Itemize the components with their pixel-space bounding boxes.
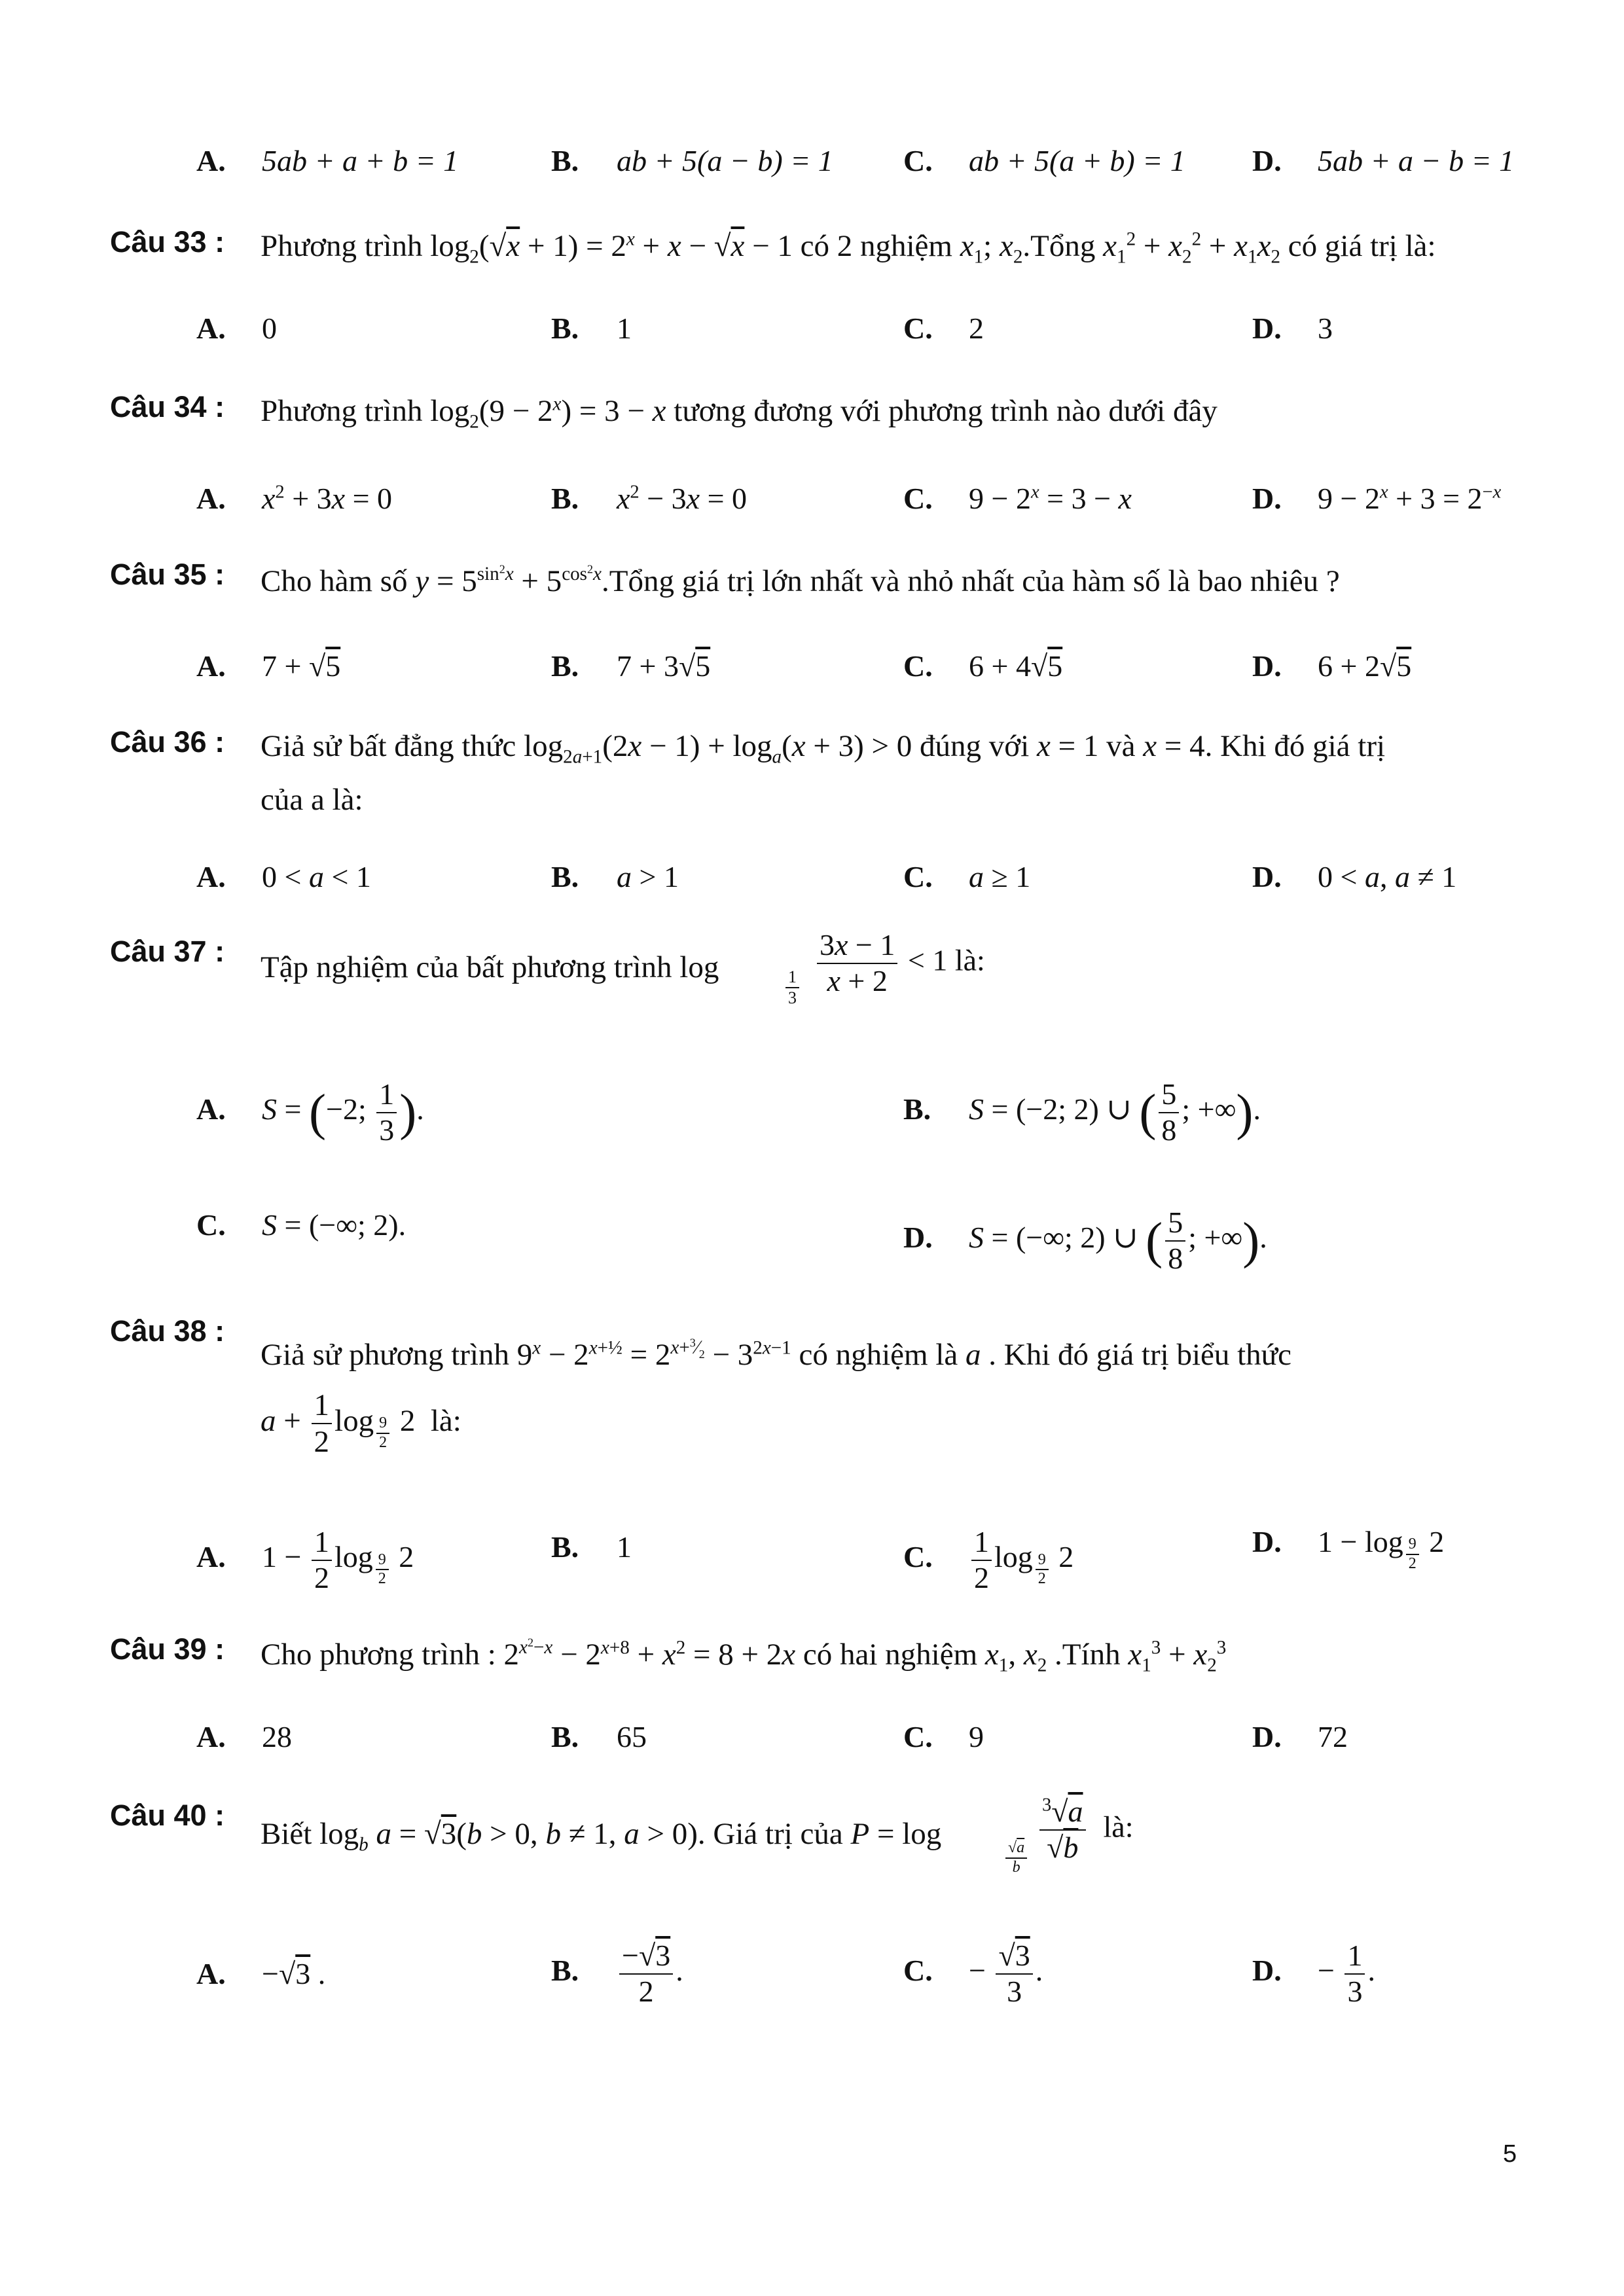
q33-text-4: có giá trị là:: [1288, 229, 1436, 263]
option-label: C.: [903, 1540, 933, 1574]
q35-text: Cho hàm số $y = 5^{sin^2x}$ + $5^{cos^2x}.Tổng$ giá trị lớn nhất và nhỏ nhất của hàm số là bao nhiêu ?: [261, 562, 1340, 598]
q36-option-b[interactable]: B. a > 1: [551, 857, 679, 897]
option-label: B.: [551, 1954, 579, 1988]
q37-number: Câu 37 :: [110, 935, 225, 968]
q37-log-base: $\frac{1}{3}$: [783, 967, 802, 1008]
q39-text-1: Cho phương trình :: [261, 1638, 496, 1672]
option-label: D.: [903, 1221, 933, 1255]
q33-option-d[interactable]: [1252, 309, 1333, 348]
option-label: A.: [196, 144, 226, 177]
option-label: D.: [1252, 1954, 1282, 1988]
q39-option-c[interactable]: [903, 1717, 984, 1757]
q39-option-a[interactable]: [196, 1717, 292, 1757]
q39-option-d-text: 72: [1318, 1720, 1348, 1753]
q40-option-c[interactable]: C. − $\frac{√3}{3}$ .: [903, 1939, 1043, 2008]
q38-text-4: là:: [430, 1403, 461, 1438]
q40-text-2: . Giá trị của: [697, 1817, 843, 1851]
q37-text-1: Tập nghiệm của bất phương trình: [261, 950, 672, 984]
option-label: A.: [196, 649, 226, 683]
option-label: B.: [551, 860, 579, 893]
q38-option-a[interactable]: A. 1 − $\frac{1}{2}$ log $_{\frac{9}{2}}$ 2: [196, 1525, 414, 1594]
q33-option-c-text: 2: [969, 312, 984, 345]
option-label: B.: [551, 312, 579, 345]
option-label: A.: [196, 860, 226, 893]
q38-option-d[interactable]: D. 1 − log $_{\frac{9}{2}}$ 2: [1252, 1522, 1444, 1573]
option-label: A.: [196, 1957, 226, 1990]
q34-option-c[interactable]: C. $9 - 2^x = 3 - x$: [903, 479, 1132, 518]
q39-option-d[interactable]: [1252, 1717, 1348, 1757]
q33-option-c[interactable]: [903, 309, 984, 348]
q40-text: Biết $\log_b a = √3(b > 0$, b ≠ 1, a > 0). Giá trị của P = log: [261, 1817, 942, 1856]
q39-option-b[interactable]: [551, 1717, 647, 1757]
q39-text: Cho phương trình : $2^{x^2-x} - 2^{x+8} + x^2 = 8 + 2x$ có hai nghiệm $x_1$, $x_2$ .Tính $x_1^3 + x_2^3$: [261, 1636, 1227, 1676]
option-label: A.: [196, 1540, 226, 1574]
q36-text-line-1: Giả sử bất đẳng thức $\log_{2a+1}(2x - 1) + \log_a(x + 3) > 0$ đúng với x = 1 và x = 4. Khi đó giá trị: [261, 729, 1386, 768]
q32-option-c[interactable]: [903, 141, 1185, 181]
option-label: D.: [1252, 144, 1282, 177]
option-label: C.: [903, 312, 933, 345]
q38-text-line-1: Giả sử phương trình $9^x - 2^{x+\frac{1}{2}} = 2^{x+^3⁄_2} - 3^{2x-1}$ có nghiệm là a . Khi đó giá trị biểu thức: [261, 1336, 1292, 1372]
q34-option-d[interactable]: D. $9 - 2^x + 3 = 2^{-x}$: [1252, 479, 1501, 518]
q38-text-2: có nghiệm là: [799, 1338, 958, 1372]
q40-option-a[interactable]: A. −√3 .: [196, 1954, 325, 1994]
q37-option-b[interactable]: B. S = (−2; 2) ∪ ( $\frac{5}{8}$ ; +∞).: [903, 1077, 1261, 1147]
q38-text-1: Giả sử phương trình: [261, 1338, 509, 1372]
option-label: D.: [1252, 312, 1282, 345]
q32-option-c-text: ab + 5(a + b) = 1: [969, 144, 1185, 177]
option-label: A.: [196, 482, 226, 515]
q39-option-c-text: 9: [969, 1720, 984, 1753]
q35-text-2: .Tổng giá trị lớn nhất và nhỏ nhất của hàm số là bao nhiêu ?: [601, 564, 1340, 598]
q35-number: Câu 35 :: [110, 558, 225, 591]
q39-number: Câu 39 :: [110, 1632, 225, 1666]
q33-text-2: có 2 nghiệm: [800, 229, 952, 263]
q36-option-a[interactable]: A. 0 < a < 1: [196, 857, 371, 897]
q33-option-b[interactable]: [551, 309, 632, 348]
q32-option-a-text: 5ab + a + b = 1: [262, 144, 459, 177]
q36-text-4: . Khi đó giá trị: [1204, 729, 1386, 763]
q36-number: Câu 36 :: [110, 725, 225, 759]
q39-option-b-text: 65: [617, 1720, 647, 1753]
q37-text: Tập nghiệm của bất phương trình log: [261, 950, 719, 984]
q40-text-1: Biết: [261, 1817, 312, 1851]
q33-text: Phương trình $\log_2(√x + 1) = 2^x + x - √x - 1$ có 2 nghiệm $x_1$; $x_2.Tổng$ $x_1^2 + x_2^2 + x_1x_2$ có giá trị là:: [261, 228, 1436, 268]
q38-text-line-2: a + $\frac{1}{2}$ log $_{\frac{9}{2}}$ 2 là:: [261, 1388, 461, 1460]
q38-text-3: . Khi đó giá trị biểu thức: [988, 1338, 1292, 1372]
q37-option-c[interactable]: C. S = (−∞; 2).: [196, 1206, 406, 1245]
q32-option-b[interactable]: [551, 141, 833, 181]
q34-text-2: tương đương với phương trình nào dưới đây: [674, 394, 1218, 428]
q37-option-a[interactable]: A. S = (−2; $\frac{1}{3}$ ).: [196, 1077, 424, 1147]
q32-option-a[interactable]: [196, 141, 458, 181]
q33-text-1: Phương trình: [261, 229, 423, 263]
q34-text: Phương trình $\log_2(9 - 2^x) = 3 - x$ tương đương với phương trình nào dưới đây: [261, 393, 1218, 433]
option-label: C.: [903, 1720, 933, 1753]
q35-option-b[interactable]: B. 7 + 3√5: [551, 647, 710, 686]
option-label: A.: [196, 1720, 226, 1753]
q33-option-b-text: 1: [617, 312, 632, 345]
option-label: B.: [551, 482, 579, 515]
q33-text-3: .Tổng: [1022, 229, 1096, 263]
q34-option-a[interactable]: A. $x^2 + 3x = 0$: [196, 479, 392, 518]
q33-option-d-text: 3: [1318, 312, 1333, 345]
q38-option-c[interactable]: C. $\frac{1}{2}$ log $_{\frac{9}{2}}$ 2: [903, 1525, 1074, 1594]
q33-number: Câu 33 :: [110, 225, 225, 259]
q36-text-2: đúng với: [920, 729, 1030, 763]
q40-fraction: $\frac{^3√a}{√b}$ là:: [1037, 1795, 1134, 1865]
q37-fraction: $\frac{3x - 1}{x + 2}$ < 1 là:: [814, 928, 985, 999]
option-label: B.: [551, 1530, 579, 1564]
q32-option-b-text: ab + 5(a − b) = 1: [617, 144, 833, 177]
q38-option-b[interactable]: [551, 1528, 632, 1567]
option-label: C.: [903, 482, 933, 515]
q35-option-d[interactable]: D. 6 + 2√5: [1252, 647, 1411, 686]
q40-text-3: là:: [1103, 1810, 1134, 1844]
option-label: A.: [196, 312, 226, 345]
q36-text-1: Giả sử bất đẳng thức: [261, 729, 516, 763]
page-number: 5: [1503, 2140, 1517, 2168]
q40-log-base: $\frac{√a}{b}$: [1003, 1839, 1030, 1876]
q40-number: Câu 40 :: [110, 1799, 225, 1832]
option-label: C.: [903, 1954, 933, 1988]
option-label: D.: [1252, 649, 1282, 683]
q36-text-3: và: [1106, 729, 1136, 763]
option-label: C.: [903, 144, 933, 177]
q39-text-2: có hai nghiệm: [803, 1638, 978, 1672]
q38-option-b-text: 1: [617, 1530, 632, 1564]
option-label: D.: [1252, 1525, 1282, 1558]
q37-text-2: là:: [954, 943, 985, 977]
q34-text-1: Phương trình: [261, 394, 423, 428]
option-label: A.: [196, 1092, 226, 1126]
q39-text-3: .Tính: [1055, 1638, 1121, 1672]
q37-option-d[interactable]: D. S = (−∞; 2) ∪ ( $\frac{5}{8}$ ; +∞).: [903, 1206, 1267, 1275]
option-label: C.: [196, 1208, 226, 1242]
q34-option-b[interactable]: B. $x^2 - 3x = 0$: [551, 479, 747, 518]
option-label: B.: [903, 1092, 931, 1126]
option-label: D.: [1252, 482, 1282, 515]
q36-option-d[interactable]: D. 0 < a, a ≠ 1: [1252, 857, 1456, 897]
q33-option-a[interactable]: [196, 309, 277, 348]
option-label: B.: [551, 144, 579, 177]
option-label: C.: [903, 860, 933, 893]
option-label: B.: [551, 1720, 579, 1753]
q38-number: Câu 38 :: [110, 1314, 225, 1348]
q36-option-c[interactable]: C. a ≥ 1: [903, 857, 1030, 897]
q34-number: Câu 34 :: [110, 390, 225, 423]
q32-option-d[interactable]: [1252, 141, 1514, 181]
q33-option-a-text: 0: [262, 312, 277, 345]
q40-option-d[interactable]: D. − $\frac{1}{3}$ .: [1252, 1939, 1375, 2008]
option-label: D.: [1252, 860, 1282, 893]
q36-text-5: của a là:: [261, 783, 363, 817]
option-label: B.: [551, 649, 579, 683]
option-label: C.: [903, 649, 933, 683]
option-label: D.: [1252, 1720, 1282, 1753]
q39-option-a-text: 28: [262, 1720, 292, 1753]
q35-option-c[interactable]: C. 6 + 4√5: [903, 647, 1062, 686]
q32-option-d-text: 5ab + a − b = 1: [1318, 144, 1515, 177]
q35-option-a[interactable]: A. 7 + √5: [196, 647, 340, 686]
q35-text-1: Cho hàm số: [261, 564, 408, 598]
q40-option-b[interactable]: B. $\frac{-√3}{2}$ .: [551, 1939, 683, 2008]
